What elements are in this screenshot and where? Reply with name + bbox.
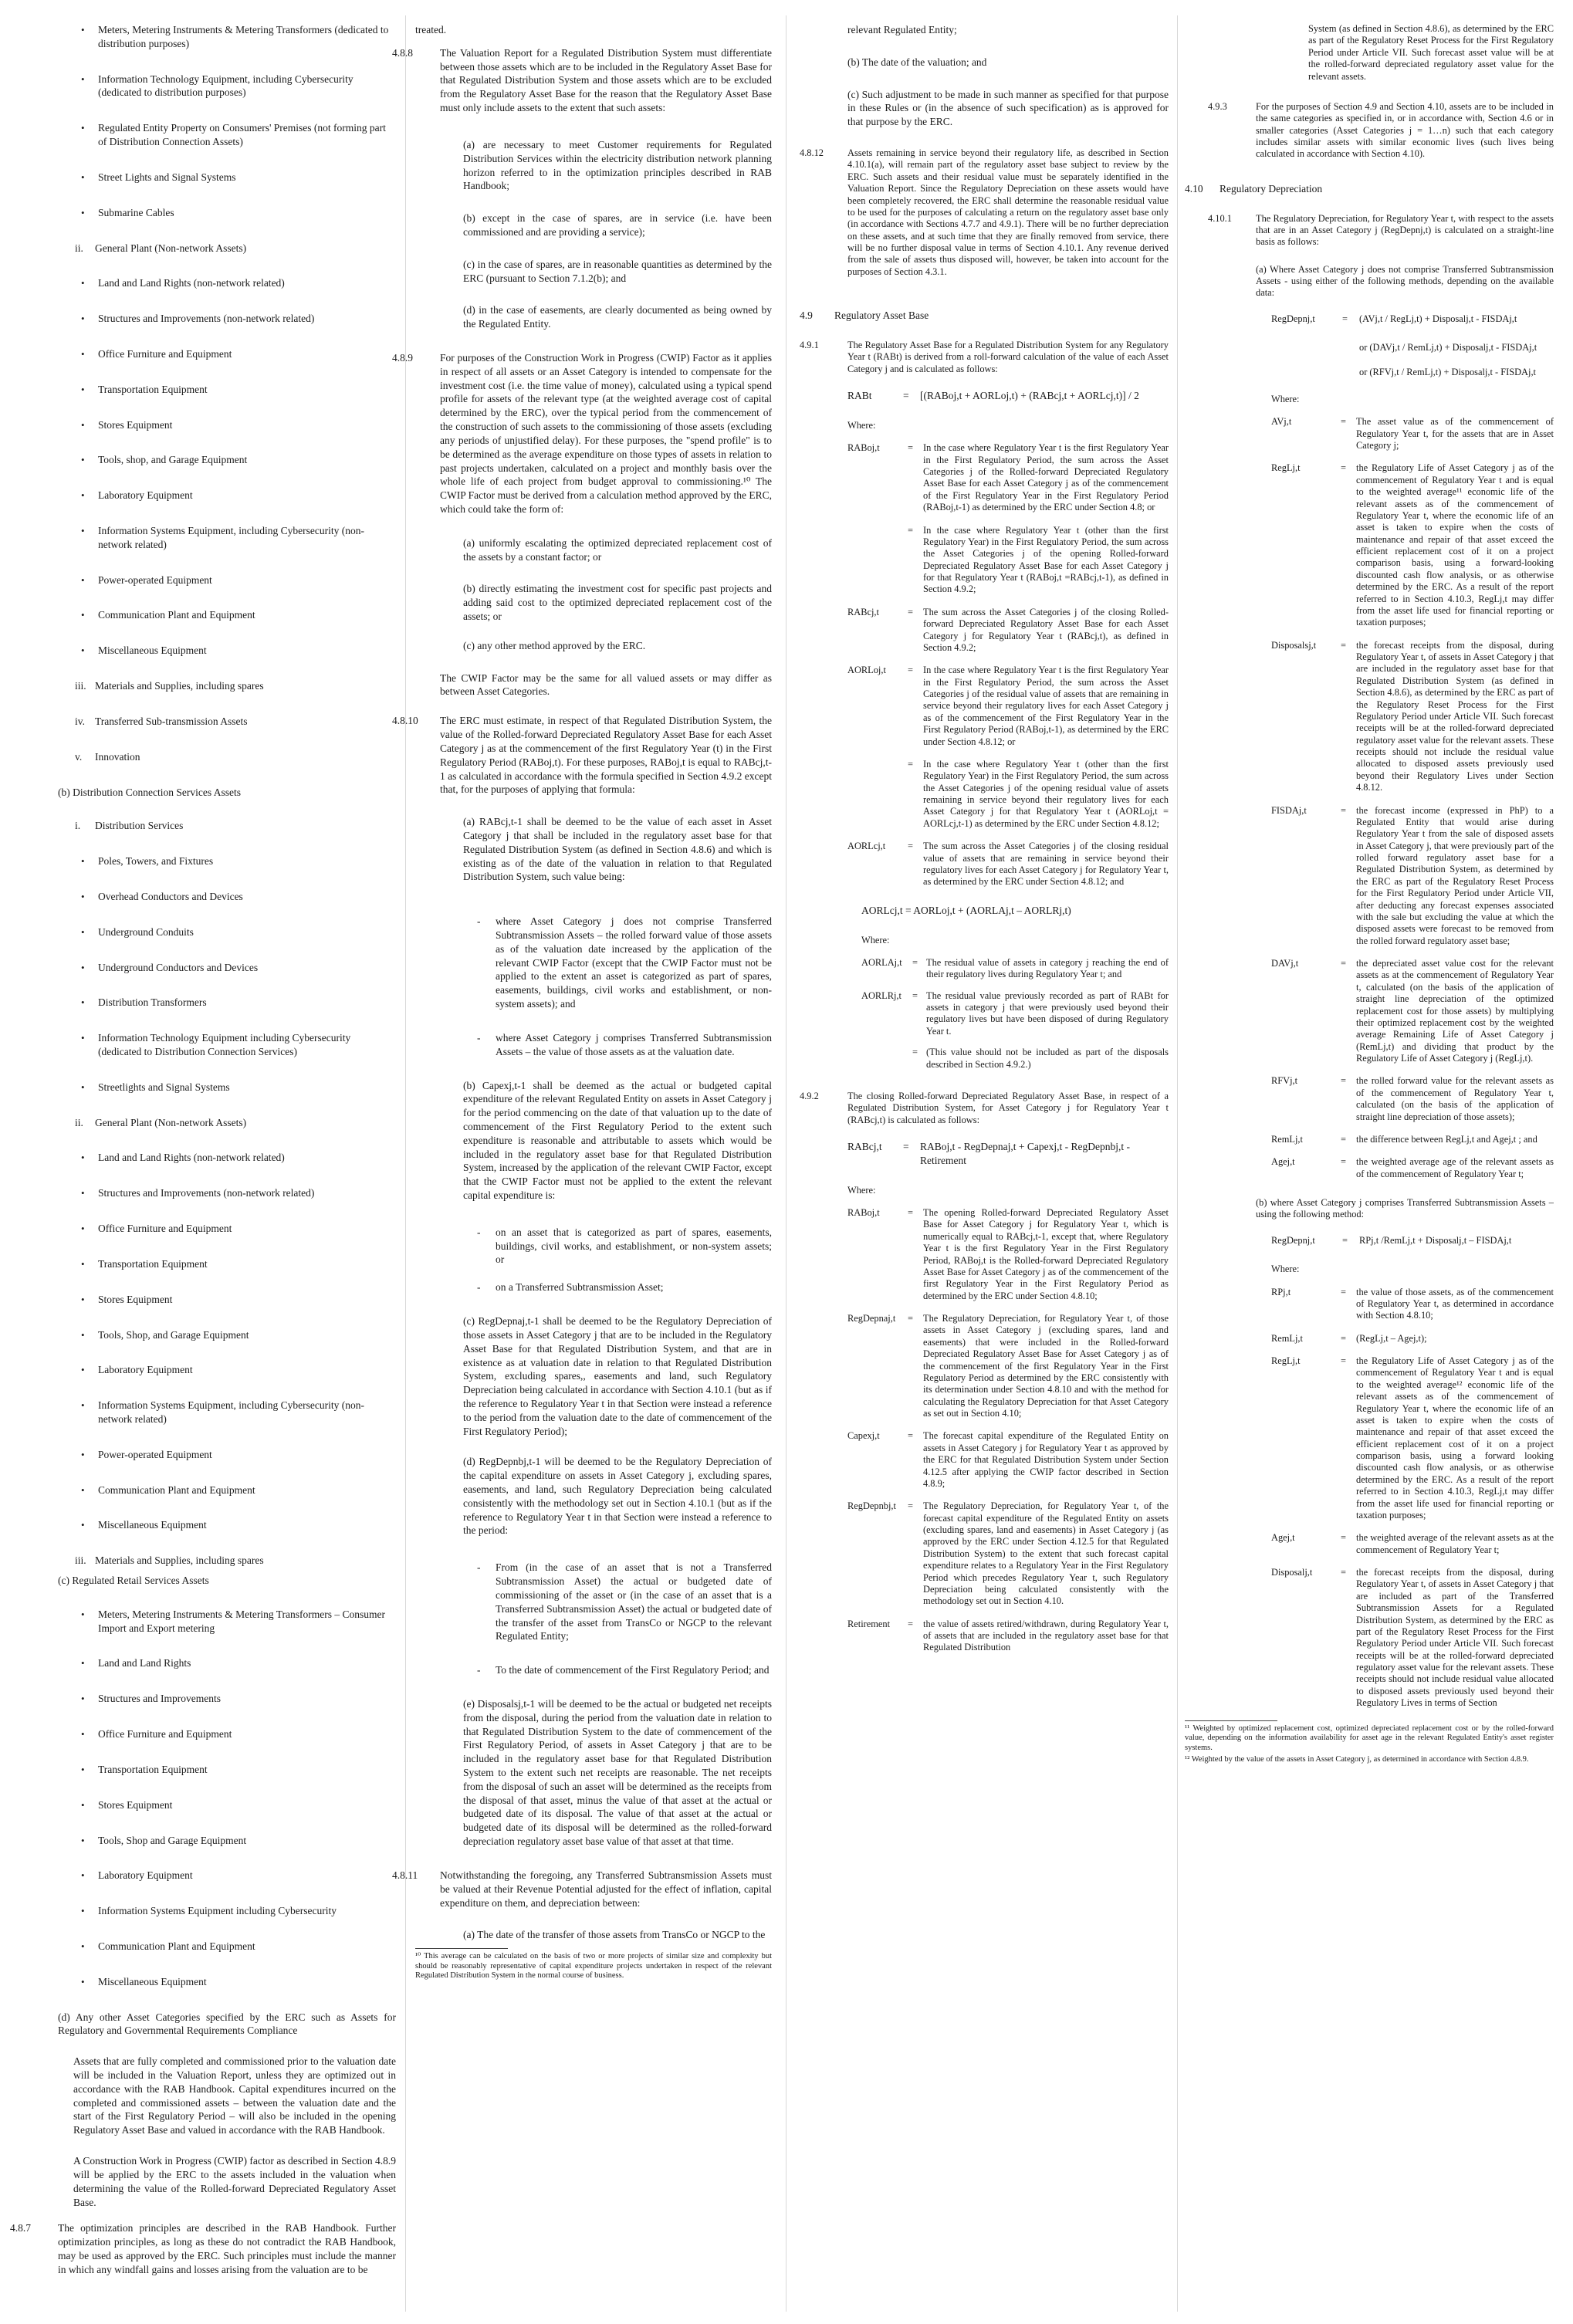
definition-body: (RegLj,t – Agej,t);: [1356, 1332, 1427, 1344]
definition-row: [1271, 1532, 1554, 1556]
definition-row: [1271, 805, 1554, 948]
definition-term: Agej,t: [1271, 1532, 1295, 1544]
definition-body: the rolled forward value for the relevant assets as of the commencement of Regulatory Year t, calculated (on the basis of the application of straight line depreciation of those assets);: [1356, 1075, 1554, 1122]
top-bullet-list: [58, 23, 396, 220]
list-item: • Overhead Conductors and Devices: [58, 890, 396, 904]
column-1: [10, 23, 396, 2312]
section-4-8-10-b-1: - on an asset that is categorized as part of spares, easements, buildings, civil works, and establishment, or non-system assets; or: [477, 1226, 772, 1266]
definition-row: [1271, 958, 1554, 1064]
definition-term: [847, 759, 908, 830]
cwip-paragraph: A Construction Work in Progress (CWIP) factor as described in Section 4.8.9 will be applied by the ERC to the assets included in the valuation when determining the value of the Rolled-forward Depreciated Regulatory Asset Base.: [73, 2155, 396, 2208]
list-item: • Structures and Improvements (non-network related): [58, 312, 396, 326]
materials-heading-2: iii. Materials and Supplies, including spares: [75, 1554, 264, 1567]
list-item: • Land and Land Rights: [58, 1656, 396, 1670]
definition-row: [847, 1500, 1169, 1607]
transferred-subtransmission-heading: iv. Transferred Sub-transmission Assets: [75, 715, 248, 727]
general-plant-heading: ii. General Plant (Non-network Assets): [75, 242, 247, 254]
list-item: • Meters, Metering Instruments & Metering Transformers – Consumer Import and Export metering: [58, 1608, 396, 1636]
innovation-heading: v. Innovation: [75, 750, 140, 763]
definition-body: The Regulatory Depreciation, for Regulatory Year t, of the forecast capital expenditure of the Regulated Entity on assets (excluding spares, land and easements) in Asset Category j (as approved by the ERC under Section 4.12.5 for that Regulated Distribution System) to the extent that such forecast capital expenditure relates to a Regulatory Year in the First Regulatory Period which precedes Regulatory Year t, such Regulatory Depreciation being calculated consistently with the methodology set out in Section 4.10.: [923, 1500, 1169, 1607]
definition-term: RemLj,t: [1271, 1332, 1303, 1344]
list-item: • Poles, Towers, and Fixtures: [58, 854, 396, 868]
rab-definitions: [800, 442, 1169, 888]
definition-row: [847, 759, 1169, 830]
section-4-8-11-b: (b) The date of the valuation; and: [847, 56, 987, 68]
definition-term: RegDepnbj,t: [847, 1500, 896, 1512]
list-item: • Stores Equipment: [58, 1798, 396, 1812]
regulated-retail-heading: (c) Regulated Retail Services Assets: [58, 1575, 209, 1586]
equals-sign: =: [912, 1047, 918, 1058]
equals-sign: =: [908, 841, 913, 852]
where-label-b: Where:: [1271, 1263, 1300, 1275]
equals-sign: =: [1341, 1075, 1346, 1087]
definition-body: The opening Rolled-forward Depreciated Regulatory Asset Base for Asset Category j for Regulatory Year t, which is numerically equal to RABcj,t-1, except that, where Regulatory Year t is the first Regulatory Year in the First Regulatory Period, RABoj,t is the Rolled-forward Depreciated Regulatory Asset Base for Asset Category j as of the commencement of the first Regulatory Year in the First Regulatory Period as determined by the ERC under Section 4.8.10;: [923, 1207, 1169, 1301]
list-item: • Office Furniture and Equipment: [58, 347, 396, 361]
materials-heading: iii. Materials and Supplies, including spares: [75, 680, 264, 692]
equals-sign: =: [1341, 804, 1346, 816]
list-item: • Street Lights and Signal Systems: [58, 171, 396, 184]
list-item: • Structures and Improvements: [58, 1692, 396, 1706]
definition-body: the weighted average of the relevant assets as at the commencement of Regulatory Year t;: [1356, 1532, 1554, 1555]
definition-body: (This value should not be included as part of the disposals described in Section 4.9.2.): [926, 1047, 1169, 1070]
other-categories-paragraph: (d) Any other Asset Categories specified by the ERC such as Assets for Regulatory and Governmental Requirements Compliance: [58, 2011, 396, 2037]
section-4-8-10: 4.8.10 The ERC must estimate, in respect of that Regulated Distribution System, the value of the Rolled-forward Depreciated Regulatory Asset Base for each Asset Category j as at the commencement of the first Regulatory Year (t) in the First Regulatory Period (RABoj,t). For these purposes, RABoj,t is equal to RABcj,t-1 as calculated in accordance with the formula specified in Section 4.9.2 except that, for the purposes of applying that formula:: [392, 715, 772, 796]
definition-term: Capexj,t: [847, 1430, 880, 1442]
list-item: • Information Systems Equipment including Cybersecurity: [58, 1904, 396, 1918]
continued-text: treated.: [415, 24, 447, 36]
definition-row: [1271, 1355, 1554, 1521]
regdepn-formula-1: RegDepnj,t = (AVj,t / RegLj,t) + Disposalj,t - FISDAj,t: [1271, 313, 1517, 324]
definition-body: the difference between RegLj,t and Agej,t ; and: [1356, 1133, 1537, 1145]
list-item: • Meters, Metering Instruments & Metering Transformers (dedicated to distribution purposes): [58, 23, 396, 51]
section-4-8-10-a: (a) RABcj,t-1 shall be deemed to be the value of each asset in Asset Category j that shall be included in the regulatory asset base for that Regulated Distribution System (as defined in Section 4.8.6) and which is existing as of the date of the valuation in relation to that Regulated Distribution System, such value being:: [463, 816, 772, 883]
list-item: • Information Systems Equipment, including Cybersecurity (non-network related): [58, 1399, 396, 1426]
list-item: • Streetlights and Signal Systems: [58, 1081, 396, 1094]
section-4-10-1-b: (b) where Asset Category j comprises Transferred Subtransmission Assets – using the following method:: [1256, 1197, 1554, 1220]
definition-body: the Regulatory Life of Asset Category j as of the commencement of Regulatory Year t and is equal to the weighted average¹² economic life of the relevant assets as of the commencement of Regulatory Year t, where the economic life of an asset is taken to expire when the costs of maintenance and repair of that asset exceed the efficient replacement cost of it on a project comparison basis, using a forward looking discounted cash flow analysis, or as otherwise determined by the ERC. As a result of the report referred to in Section 4.10.3, RegLj,t may differ from the asset life used for financial reporting or taxation purposes;: [1356, 1355, 1554, 1521]
definition-term: RFVj,t: [1271, 1075, 1298, 1087]
definition-body: The Regulatory Depreciation, for Regulatory Year t, of those assets in Asset Category j (excluding spares, land and easements) that were included in the Rolled-forward Depreciated Regulatory Asset Base for Asset Category j as of the commencement of the first Regulatory Year in the First Regulatory Period as determined by the ERC consistently with its determination under Section 4.8.10 and with the method for calculating the Regulatory Depreciation for that Asset Category as set out in Section 4.10;: [923, 1313, 1169, 1419]
equals-sign: =: [1341, 639, 1346, 651]
general-plant-list: [58, 276, 396, 658]
section-4-8-8-a: (a) are necessary to meet Customer requirements for Regulated Distribution Services within the electricity distribution network planning horizon referred to in the optimization principles described in RAB Handbook;: [463, 138, 772, 192]
definition-body: The forecast capital expenditure of the Regulated Entity on assets in Asset Category j for Regulatory Year t as approved by the ERC for that Regulated Distribution System under Section 4.12.5 after applying the CWIP factor described in Section 4.8.9;: [923, 1430, 1169, 1489]
section-4-9-heading: 4.9 Regulatory Asset Base: [800, 310, 929, 322]
definition-term: RABoj,t: [847, 442, 880, 454]
continued-text: System (as defined in Section 4.8.6), as determined by the ERC as part of the Regulatory Reset Process for the First Regulatory Period under Article VII. Such forecast asset value will be at the rolled-forward depreciated regulatory asset value for the relevant assets.: [1308, 23, 1554, 82]
list-item: • Tools, shop, and Garage Equipment: [58, 453, 396, 467]
section-4-10-1: 4.10.1 The Regulatory Depreciation, for Regulatory Year t, with respect to the assets that are in an Asset Category j (RegDepnj,t) is calculated on a straight-line basis as follows:: [1208, 212, 1554, 248]
definition-term: [847, 525, 908, 596]
column-4: [1185, 23, 1554, 2312]
definition-row: [847, 1619, 1169, 1654]
footnote-rule: [1185, 1720, 1277, 1721]
regdepn-formula-2: or (DAVj,t / RemLj,t) + Disposalj,t - FISDAj,t: [1359, 342, 1537, 354]
general-plant-list-2: [58, 1151, 396, 1532]
footnote-11: ¹¹ Weighted by optimized replacement cost, optimized depreciated replacement cost or by the rolled-forward value, depending on the information availability for asset age in the relevant Regulated Entity's asset register systems.: [1185, 1724, 1554, 1752]
equals-sign: =: [908, 758, 913, 770]
list-item: • Office Furniture and Equipment: [58, 1222, 396, 1236]
equals-sign: =: [908, 1500, 913, 1512]
list-item: • Power-operated Equipment: [58, 573, 396, 587]
definition-term: Disposalsj,t: [1271, 639, 1317, 651]
where-label-3: Where:: [847, 1184, 876, 1196]
definition-row: [1271, 462, 1554, 628]
equals-sign: =: [908, 665, 913, 676]
list-item: • Land and Land Rights (non-network related): [58, 1151, 396, 1165]
definition-term: RABoj,t: [847, 1207, 880, 1218]
section-4-9-1: 4.9.1 The Regulatory Asset Base for a Regulated Distribution System for any Regulatory Year t (RABt) is derived from a roll-forward calculation of the value of each Asset Category j and is calculated as follows:: [800, 340, 1169, 374]
section-4-8-9: 4.8.9 For purposes of the Construction Work in Progress (CWIP) Factor as it applies in respect of all assets or an Asset Category is intended to compensate for the investment cost (i.e. the time value of money), calculated using a typical spend profile for assets of the relevant type (at the weighted average cost of capital determined by the ERC), over the typical period from the commencement of the construction of such assets to the commissioning of those assets (excluding any periods of unjustified delay). For these purposes, the "spend profile" is to be determined as the average expenditure on those types of assets in relation to past projects undertaken, calculated on a project and monthly basis over the whole life of each project from budget approval to commissioning.¹⁰ The CWIP Factor must be derived from a calculation method approved by the ERC, which could take the form of:: [392, 352, 772, 515]
list-item: • Underground Conduits: [58, 925, 396, 939]
definition-term: Disposalj,t: [1271, 1567, 1313, 1578]
list-item: • Submarine Cables: [58, 206, 396, 220]
definition-body: the Regulatory Life of Asset Category j as of the commencement of Regulatory Year t and is equal to the weighted average¹¹ economic life of the relevant assets as of the commencement of Regulatory Year t, where the economic life of an asset is taken to expire when the costs of maintenance and repair of that asset exceed the efficient replacement cost of it on a project comparison basis, using a forward-looking discounted cash flow analysis, or as otherwise determined by the ERC. As a result of the report referred to in Section 4.10.3, RegLj,t may differ from the asset life used for financial reporting or taxation purposes;: [1356, 462, 1554, 628]
list-item: • Distribution Transformers: [58, 996, 396, 1010]
definition-body: The residual value of assets in category j reaching the end of their regulatory lives during Regulatory Year t; and: [926, 956, 1169, 980]
list-item: • Laboratory Equipment: [58, 489, 396, 502]
list-item: • Miscellaneous Equipment: [58, 1975, 396, 1989]
regulated-retail-list: [58, 1608, 396, 1989]
equals-sign: =: [1341, 1156, 1346, 1168]
definition-body: the forecast receipts from the disposal, during Regulatory Year t, of assets in Asset Category j that are included in the regulatory asset base for that Regulated Distribution System (as defined in Section 4.8.6), as determined by the ERC as part of the Regulatory Reset Process for the First Regulatory Period under Article VII. Such forecast receipts will be at the rolled-forward depreciated regulatory asset value for the relevant assets. These receipts should not include the residual value allocated to disposed assets previously used beyond their Regulatory Lives under Section 4.8.12.: [1356, 639, 1554, 793]
definition-row: [861, 957, 1169, 981]
definition-body: In the case where Regulatory Year t (other than the first Regulatory Year) in the First Regulatory Period, the sum across the Asset Categories j of the opening residual value of assets remaining in service beyond their regulatory lives for each Asset Category j for that Regulatory Year t (AORLoj,t = AORLcj,t-1) as determined by the ERC under Section 4.8.12;: [923, 758, 1169, 829]
definition-term: RegLj,t: [1271, 1355, 1301, 1367]
footnote-rule: [415, 1948, 508, 1949]
section-4-8-9-b: (b) directly estimating the investment cost for specific past projects and adding said cost to the optimized depreciated replacement cost of the assets; or: [463, 583, 772, 622]
cwip-tail-paragraph: The CWIP Factor may be the same for all valued assets or may differ as between Asset Categories.: [440, 671, 772, 698]
definition-term: RPj,t: [1271, 1286, 1291, 1297]
list-item: • Office Furniture and Equipment: [58, 1727, 396, 1741]
definition-term: RegDepnaj,t: [847, 1313, 896, 1324]
definition-body: the value of assets retired/withdrawn, during Regulatory Year t, of assets that are included in the regulatory asset base for that Regulated Distribution: [923, 1618, 1169, 1653]
definition-row: [861, 1047, 1169, 1071]
equals-sign: =: [908, 1430, 913, 1442]
definition-row: [847, 841, 1169, 888]
definition-row: [1271, 1156, 1554, 1180]
section-4-8-10-a-2: - where Asset Category j comprises Transferred Subtransmission Assets – the value of those assets as at the valuation date.: [477, 1031, 772, 1057]
continued-text: relevant Regulated Entity;: [847, 24, 957, 36]
section-4-8-10-b-2: - on a Transferred Subtransmission Asset;: [477, 1281, 664, 1294]
section-4-8-11-a: (a) The date of the transfer of those assets from TransCo or NGCP to the: [463, 1929, 766, 1941]
definition-row: [1271, 416, 1554, 452]
list-item: • Communication Plant and Equipment: [58, 1940, 396, 1954]
regdepn-formula-3: or (RFVj,t / RemLj,t) + Disposalj,t - FISDAj,t: [1359, 366, 1536, 377]
section-4-8-10-b: (b) Capexj,t-1 shall be deemed as the actual or budgeted capital expenditure of the relevant Regulated Entity on assets in Asset Category j for the period commencing on the date of that valuation up to the date of commencement of the First Regulatory Period to the extent such expenditure is reasonable and attributable to assets which would be included in the regulatory asset base for that Regulated Distribution System, increased by the application of the relevant CWIP Factor, except that the CWIP Factor must not be applied to the extent the relevant capital expenditure is:: [463, 1079, 772, 1201]
list-item: • Transportation Equipment: [58, 1763, 396, 1777]
definition-body: The residual value previously recorded as part of RABt for assets in category j that were previously used beyond their regulatory lives but have been disposed of during Regulatory Year t.: [926, 989, 1169, 1037]
equals-sign: =: [912, 956, 918, 968]
definition-row: [1271, 1567, 1554, 1710]
where-label-2: Where:: [861, 934, 890, 945]
definition-term: AVj,t: [1271, 416, 1292, 428]
definition-row: [847, 525, 1169, 596]
equals-sign: =: [1341, 1567, 1346, 1578]
definition-term: Agej,t: [1271, 1156, 1295, 1168]
list-item: • Regulated Entity Property on Consumers' Premises (not forming part of Distribution Connection Assets): [58, 121, 396, 149]
definition-body: The sum across the Asset Categories j of the closing Rolled- forward Depreciated Regulatory Asset Base for each Asset Category j for Regulatory Year t (RABcj,t), as defined in Section 4.9.2;: [923, 606, 1169, 653]
equals-sign: =: [908, 1313, 913, 1324]
regdepn-formula-b: RegDepnj,t = RPj,t /RemLj,t + Disposalj,t – FISDAj,t: [1271, 1234, 1512, 1246]
section-4-8-10-a-1: - where Asset Category j does not comprise Transferred Subtransmission Assets – the rolled forward value of those assets as of the valuation date increased by the application of the relevant CWIP Factor (except that the CWIP Factor must not be applied to the extent an asset is categorized as part of spares, easements, buildings, civil works and establishment, or non-system assets); and: [477, 915, 772, 1010]
definition-body: the forecast receipts from the disposal, during Regulatory Year t, of assets in Asset Category j that are included as part of the Transferred Subtransmission Assets for a Regulated Distribution System, as determined by the ERC as part of the Regulatory Reset Process for the First Regulatory Period under Article VII. Such forecast receipts will be at the rolled-forward depreciated regulatory asset value for the relevant assets. These receipts should not include residual value allocated to disposed assets previously used beyond their Regulatory Lives in terms of Section: [1356, 1567, 1554, 1709]
equals-sign: =: [912, 989, 918, 1001]
equals-sign: =: [908, 1207, 913, 1218]
list-item: • Communication Plant and Equipment: [58, 608, 396, 622]
definition-term: AORLAj,t: [861, 956, 902, 968]
list-item: • Miscellaneous Equipment: [58, 644, 396, 658]
definition-row: [861, 990, 1169, 1038]
section-4-8-10-d: (d) RegDepnbj,t-1 will be deemed to be the Regulatory Depreciation of the capital expenditure on assets in Asset Category j, excluding spares, easements, and land, such Regulatory Depreciation being calculated consistently with the methodology set out in Section 4.10.1 (but as if the reference to Regulatory Year t in that Section were instead a reference to the period:: [463, 1456, 772, 1537]
list-item: • Power-operated Equipment: [58, 1448, 396, 1462]
definition-row: [1271, 1075, 1554, 1123]
definition-term: AORLcj,t: [847, 841, 886, 852]
equals-sign: =: [1341, 1286, 1346, 1297]
regdepn-definitions-a: [1185, 416, 1554, 1180]
section-4-9-2: 4.9.2 The closing Rolled-forward Depreciated Regulatory Asset Base, in respect of a Regulated Distribution System, for Asset Category j for Regulatory Year t (RABcj,t) is calculated as follows:: [800, 1090, 1169, 1125]
definition-body: In the case where Regulatory Year t (other than the first Regulatory Year) in the First Regulatory Period, the sum across the Asset Categories j of the opening Rolled-forward Depreciated Regulatory Asset Base for each Asset Category j for that Regulatory Year t (RABoj,t =RABcj,t-1), as defined in Section 4.9.2;: [923, 524, 1169, 595]
list-item: • Underground Conductors and Devices: [58, 961, 396, 975]
footnote-12: ¹² Weighted by the value of the assets in Asset Category j, as determined in accordance with Section 4.8.9.: [1185, 1755, 1529, 1764]
section-4-9-3: 4.9.3 For the purposes of Section 4.9 and Section 4.10, assets are to be included in the same categories as specified in, or in accordance with, Section 4.6 or in smaller categories (Asset Categories j = 1…n) such that each category includes similar assets with similar economic lives (such lives being calculated in accordance with Section 4.10).: [1208, 100, 1554, 160]
distribution-services-list: [58, 854, 396, 1094]
section-4-8-10-d-2: - To the date of commencement of the First Regulatory Period; and: [477, 1664, 770, 1676]
section-4-8-9-c: (c) any other method approved by the ERC.: [463, 639, 646, 651]
where-label: Where:: [847, 419, 876, 431]
definition-row: [847, 1430, 1169, 1490]
definition-term: DAVj,t: [1271, 958, 1299, 969]
equals-sign: =: [1341, 1532, 1346, 1544]
definition-row: [847, 442, 1169, 513]
definition-row: [847, 1313, 1169, 1419]
section-4-8-9-a: (a) uniformly escalating the optimized depreciated replacement cost of the assets by a constant factor; or: [463, 536, 772, 563]
section-4-10-heading: 4.10 Regulatory Depreciation: [1185, 182, 1323, 195]
section-4-8-8-d: (d) in the case of easements, are clearly documented as being owned by the Regulated Entity.: [463, 304, 772, 330]
definition-body: The asset value as of the commencement of Regulatory Year t, for the assets that are in Asset Category j;: [1356, 416, 1554, 452]
section-4-8-11: 4.8.11 Notwithstanding the foregoing, any Transferred Subtransmission Assets must be valued at their Revenue Potential adjusted for the effect of inflation, capital expenditure on them, and depreciation between:: [392, 1869, 772, 1909]
definition-term: RegLj,t: [1271, 462, 1301, 474]
definition-body: the value of those assets, as of the commencement of Regulatory Year t, as determined in accordance with Section 4.8.10;: [1356, 1286, 1554, 1321]
section-4-8-8: 4.8.8 The Valuation Report for a Regulated Distribution System must differentiate between those assets which are to be included in the Regulatory Asset Base for that Regulated Distribution System and those assets which are to be excluded from the Regulatory Asset Base for the reason that the Regulatory Asset Base must only include assets to the extent that such assets:: [392, 46, 772, 114]
rabc-formula: RABcj,t = RABoj,t - RegDepnaj,t + Capexj,t - RegDepnbj,t - Retirement: [847, 1141, 1130, 1166]
list-item: • Communication Plant and Equipment: [58, 1483, 396, 1497]
list-item: • Land and Land Rights (non-network related): [58, 276, 396, 290]
aorl-formula: AORLcj,t = AORLoj,t + (AORLAj,t – AORLRj,t): [861, 904, 1071, 916]
equals-sign: =: [1341, 958, 1346, 969]
definition-body: the forecast income (expressed in PhP) to a Regulated Entity that would arise during Regulatory Year t from the sale of disposed assets in Asset Category j, that were previously part of the rolled forward regulatory asset base for a Regulated Distribution System, as determined by the ERC as part of the Regulatory Reset Process for the First Regulatory Period under Article VII, after deducting any forecast expenses associated with the sale but excluding the value at which the disposed assets were forecast to be removed from the rolled forward regulatory asset base;: [1356, 804, 1554, 946]
definition-row: [847, 1207, 1169, 1302]
definition-term: FISDAj,t: [1271, 804, 1307, 816]
list-item: • Transportation Equipment: [58, 383, 396, 397]
equals-sign: =: [1341, 416, 1346, 428]
list-item: • Laboratory Equipment: [58, 1869, 396, 1883]
equals-sign: =: [1341, 1133, 1346, 1145]
definition-body: the depreciated asset value cost for the relevant assets as at the commencement of Regulatory Year t, calculated (on the basis of the application of straight line depreciation of the optimized replacement cost for those assets) by multiplying their optimized replacement cost by the weighted average Remaining Life of Asset Category j (RemLj,t) and dividing that product by the Regulatory Life of Asset Category j (RegLj,t).: [1356, 958, 1554, 1064]
section-4-8-10-c: (c) RegDepnaj,t-1 shall be deemed to be the Regulatory Depreciation of those assets in Asset Category j that are to be included in the Regulatory Asset Base for that Regulated Distribution System, and that are in existence as at valuation date in relation to that Regulated Distribution System, excluding spares,, easements and land, such Regulatory Depreciation being calculated in accordance with Section 4.10.1 (but as if the reference to Regulatory Year t in that Section were instead a reference to the period from the valuation date to the date of commencement of the First Regulatory Period);: [463, 1315, 772, 1437]
section-4-8-11-c: (c) Such adjustment to be made in such manner as specified for that purpose in these Rules or (in the absence of such specification) as is approved for that purpose by the ERC.: [847, 88, 1169, 128]
list-item: • Structures and Improvements (non-network related): [58, 1186, 396, 1200]
list-item: • Transportation Equipment: [58, 1257, 396, 1271]
footnote-10: ¹⁰ This average can be calculated on the basis of two or more projects of similar size and complexity but should be reasonably representative of capital expenditure projects undertaken in respect of the relevant Regulated Distribution System in the normal course of business.: [415, 1952, 772, 1981]
column-3: [800, 23, 1169, 2312]
definition-body: the weighted average age of the relevant assets as of the commencement of Regulatory Year t;: [1356, 1156, 1554, 1179]
list-item: • Tools, Shop, and Garage Equipment: [58, 1328, 396, 1342]
equals-sign: =: [1341, 462, 1346, 474]
equals-sign: =: [1341, 1355, 1346, 1367]
definition-body: In the case where Regulatory Year t is the first Regulatory Year in the First Regulatory Period, the sum across the Asset Categories j of the residual value of assets that are remaining in service beyond their regulatory lives for each Asset Category j as of the commencement of the First Regulatory Year in the First Regulatory Period (RABoj,t-1), as determined by the ERC under Section 4.8.12; or: [923, 665, 1169, 747]
distribution-connection-heading: (b) Distribution Connection Services Assets: [58, 786, 241, 798]
general-plant-heading-2: ii. General Plant (Non-network Assets): [75, 1116, 247, 1128]
aorl-definitions: [800, 957, 1169, 1071]
section-4-8-7: 4.8.7 The optimization principles are described in the RAB Handbook. Further optimization principles, as long as these do not contradict the RAB Handbook, may be used as approved by the ERC. Such principles must include the manner in which any windfall gains and losses arising from the valuation are to be: [10, 2222, 396, 2275]
equals-sign: =: [1341, 1332, 1346, 1344]
definition-row: [1271, 1333, 1554, 1345]
definition-row: [1271, 640, 1554, 794]
definition-term: AORLRj,t: [861, 989, 902, 1001]
section-4-10-1-a: (a) Where Asset Category j does not comprise Transferred Subtransmission Assets - using either of the following methods, depending on the available data:: [1256, 263, 1554, 299]
distribution-services-heading: i. Distribution Services: [75, 820, 184, 832]
list-item: • Miscellaneous Equipment: [58, 1518, 396, 1532]
section-4-8-10-e: (e) Disposalsj,t-1 will be deemed to be the actual or budgeted net receipts from the disposal, during the period from the valuation date in relation to that Regulated Distribution System to the date of commencement of the First Regulatory Period, of assets in Asset Category j that are to be included in the regulatory asset base for that Regulated Distribution System to the extent such net receipts are reasonable. The net receipts from the disposal of such an asset will be determined as the receipts from the disposal of that asset, minus the value of that asset at the actual or budgeted date of its disposal. The value of that asset at the actual or budgeted date of its disposal will be determined as the rolled-forward depreciation regulatory asset base value of that asset at that time.: [463, 1697, 772, 1848]
definition-body: In the case where Regulatory Year t is the first Regulatory Year in the First Regulatory Period, the sum across the Asset Categories j of the Rolled-forward Depreciated Regulatory Asset Base for each Asset Category j as of the commencement of the First Regulatory Year in the First Regulatory Period (RABoj,t-1) as determined by the ERC under Section 4.8; or: [923, 442, 1169, 513]
definition-term: Retirement: [847, 1618, 891, 1629]
rab-formula: RABt = [(RABoj,t + AORLoj,t) + (RABcj,t + AORLcj,t)] / 2: [847, 390, 1139, 402]
where-label-a: Where:: [1271, 393, 1300, 404]
section-4-8-8-b: (b) except in the case of spares, are in service (i.e. have been commissioned and are providing a service);: [463, 212, 772, 238]
definition-term: AORLoj,t: [847, 665, 886, 676]
equals-sign: =: [908, 524, 913, 536]
list-item: • Information Systems Equipment, including Cybersecurity (non-network related): [58, 524, 396, 552]
section-4-8-12: 4.8.12 Assets remaining in service beyond their regulatory life, as described in Section 4.10.1(a), will remain part of the regulatory asset base subject to review by the ERC. Such assets and their residual value must be separately identified in the Valuation Report. Since the Regulatory Depreciation on these assets would have been completely recovered, the ERC shall determine the reasonable residual value to be used for the purposes of calculating a return on the regulatory asset base only (in accordance with Sections 4.7.7 and 4.9.1). There will be no further depreciation on these assets, and at such time that they are finally removed from service, there will be no further disposal value in terms of Section 4.10.1. Any revenue derived from the sale of assets thus disposed will, however, be taken into account for the purposes of Section 4.3.1.: [800, 147, 1169, 277]
definition-row: [1271, 1287, 1554, 1322]
list-item: • Tools, Shop and Garage Equipment: [58, 1834, 396, 1848]
completed-assets-paragraph: Assets that are fully completed and commissioned prior to the valuation date will be included in the Valuation Report, unless they are optimized out in accordance with the RAB Handbook. Capital expenditures incurred on the completed and commissioned assets – between the valuation date and the start of the First Regulatory Period – will also be included in the opening Regulatory Asset Base and valued in accordance with the RAB Handbook.: [73, 2055, 396, 2136]
rabc-definitions: [800, 1207, 1169, 1654]
definition-term: [861, 1047, 912, 1071]
list-item: • Information Technology Equipment, including Cybersecurity (dedicated to distribution purposes): [58, 73, 396, 100]
definition-row: [847, 665, 1169, 748]
definition-term: RABcj,t: [847, 606, 879, 617]
section-4-8-8-c: (c) in the case of spares, are in reasonable quantities as determined by the ERC (pursuant to Section 7.1.2(b); and: [463, 258, 772, 284]
list-item: • Information Technology Equipment including Cybersecurity (dedicated to Distribution Connection Services): [58, 1031, 396, 1059]
list-item: • Stores Equipment: [58, 418, 396, 432]
list-item: • Stores Equipment: [58, 1293, 396, 1307]
definition-row: [1271, 1134, 1554, 1145]
definition-row: [847, 607, 1169, 655]
equals-sign: =: [908, 442, 913, 454]
section-4-8-10-d-1: - From (in the case of an asset that is not a Transferred Subtransmission Asset) the actual or budgeted date of commissioning of the asset or (in the case of an asset that is a Transferred Subtransmission Asset) the actual or budgeted date of the transfer of the asset from TransCo or NGCP to the relevant Regulated Entity;: [477, 1561, 772, 1642]
definition-term: RemLj,t: [1271, 1133, 1303, 1145]
column-2: [392, 23, 772, 2312]
regdepn-definitions-b: [1185, 1287, 1554, 1710]
definition-body: The sum across the Asset Categories j of the closing residual value of assets that are remaining in service beyond their regulatory lives for each Asset Category j for Regulatory Year t, as determined by the ERC under Section 4.8.12; and: [923, 841, 1169, 888]
equals-sign: =: [908, 1618, 913, 1629]
list-item: • Laboratory Equipment: [58, 1363, 396, 1377]
equals-sign: =: [908, 606, 913, 617]
column-separator: [1177, 15, 1178, 2312]
